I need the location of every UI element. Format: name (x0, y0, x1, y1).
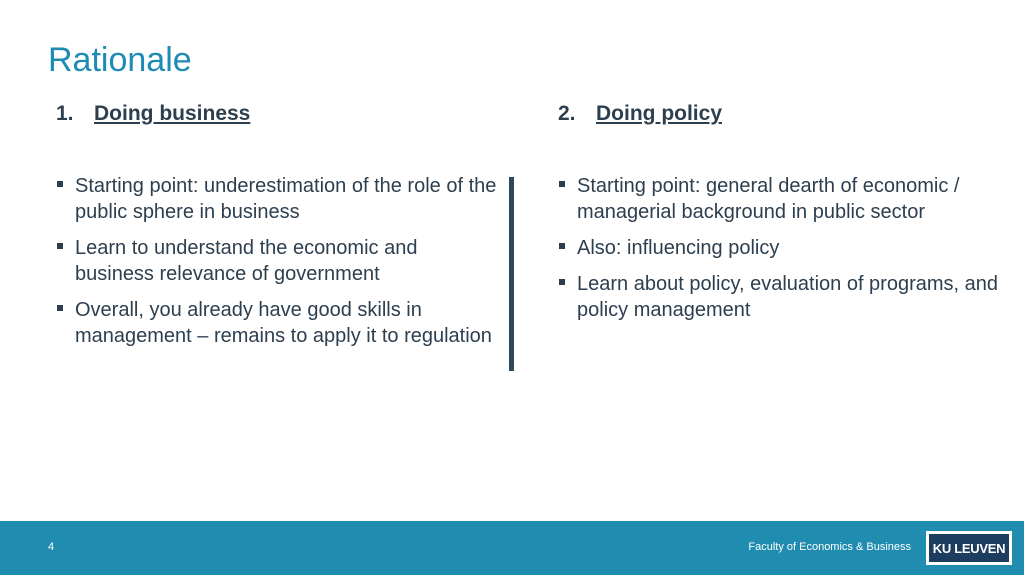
bullet-marker-icon (559, 243, 565, 249)
ku-leuven-logo (926, 531, 1012, 565)
logo-wordmark: KU LEUVEN (929, 534, 1009, 562)
bullet-text: Starting point: underestimation of the role of the public sphere in business (75, 175, 497, 223)
bullet-marker-icon (57, 305, 63, 311)
right-column-bullet-list (559, 173, 999, 333)
left-column-number: 1. (56, 102, 74, 125)
bullet-marker-icon (57, 181, 63, 187)
column-divider (509, 177, 514, 371)
bullet-marker-icon (57, 243, 63, 249)
bullet-text: Also: influencing policy (577, 237, 780, 259)
bullet-item (57, 235, 497, 287)
right-column-heading-label: Doing policy (596, 102, 722, 125)
bullet-item (559, 271, 999, 323)
bullet-item (57, 173, 497, 225)
page-number: 4 (48, 541, 55, 553)
bullet-text: Learn to understand the economic and business relevance of government (75, 237, 418, 285)
bullet-marker-icon (559, 279, 565, 285)
right-column-number: 2. (558, 102, 576, 125)
footer-band (0, 521, 1024, 575)
bullet-text: Learn about policy, evaluation of programs, and policy management (577, 273, 999, 321)
bullet-item (57, 297, 497, 349)
left-column-heading (56, 101, 250, 127)
bullet-text: Overall, you already have good skills in management – remains to apply it to regulation (75, 299, 492, 347)
left-column-heading-label: Doing business (94, 102, 251, 125)
bullet-text: Starting point: general dearth of economic / managerial background in public sector (577, 175, 960, 223)
bullet-item (559, 235, 999, 261)
faculty-name: Faculty of Economics & Business (748, 541, 911, 553)
right-column-heading (558, 101, 722, 127)
slide-title: Rationale (48, 41, 192, 79)
left-column-bullet-list (57, 173, 497, 359)
bullet-item (559, 173, 999, 225)
bullet-marker-icon (559, 181, 565, 187)
